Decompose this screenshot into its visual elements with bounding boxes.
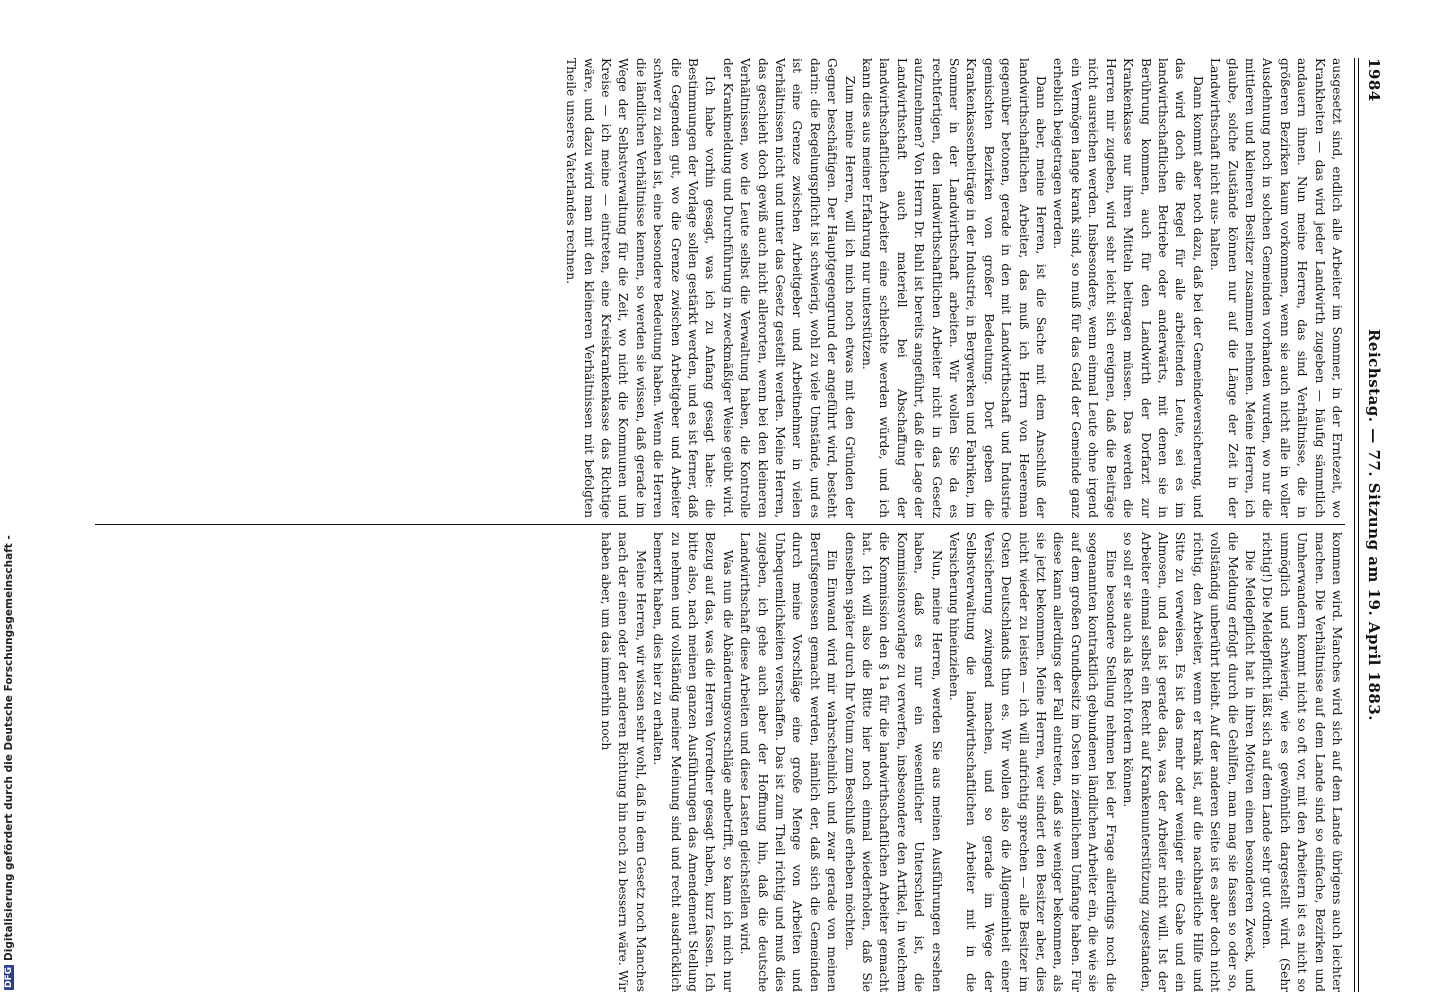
paragraph: Ein Einwand wird mir wahrscheinlich und zwar gerade von meinen Berufsgenossen gemacht werden, nämlich der, daß sich die Gemeinden durch meine Vorschläge eine große Menge von Arbeiten und Unbequemlichkeiten verschaffen. Das ist zum Theil richtig und muß dies zugeben, ich gehe auch aber der Hoffnung hin, daß die deutsche Landwirthschaft diese Arbeiten und diese Lasten gleichstellen wird.: [738, 532, 840, 992]
header-rule-top: [1358, 58, 1359, 992]
header-rule-bottom: [1354, 58, 1355, 992]
running-title: Reichstag. — 77. Sitzung am 19. April 1883.: [1365, 328, 1383, 722]
paragraph: Meine Herren, wir wissen sehr wohl, daß in dem Gesetz noch Manches nach der einen oder der anderen Richtung hin noch zu bessern wäre. Wir haben aber, um das immerhin noch: [598, 532, 648, 992]
paragraph: ausgesetzt sind, endlich alle Arbeiter im Sommer, in der Erntezeit, wo Krankheiten — das wird jeder Landwirth zugeben — häufig sämmtlich andauern ihnen. Nun meine Herren, das sind Verhältnisse, die in größeren Bezirken kaum vorkommen, wenn sie auch nicht alle in voller Ausdehnung noch in solchen Gemeinden vorhanden wurden, wo nur die mittleren und kleineren Besitzer zusammen nehmen. Meine Herren, ich glaube, solche Zustände können nur auf die Länge der Zeit in der Landwirthschaft nicht aus- halten.: [1208, 58, 1344, 518]
column-right: [95, 532, 1345, 992]
dfg-logo: DFG: [4, 966, 14, 988]
page-number: 1984: [1365, 58, 1383, 102]
paragraph: Dann kommt aber noch dazu, daß bei der Gemeindeversicherung, und das wird doch die Regel für alle arbeitenden Leute, sei es im landwirthschaftlichen Betriebe oder anderwärts, mit denen sie in Berührung kommen, auch für den Landwirth der Dorfarzt zur Krankenkasse nur ihren Mitteln beitragen müssen. Das werden die Herren mir zugeben, wird sehr leicht sich ereignen, daß die Beiträge nicht ausreichen werden. Insbesondere, wenn einmal Leute ohne irgend ein Vermögen lange krank sind, so muß für das Geld der Gemeinde ganz erheblich beigetragen werden.: [1051, 58, 1205, 518]
rotated-newspaper-page: [95, 50, 1385, 1000]
page-header: [1361, 58, 1385, 992]
paragraph: Ich habe vorhin gesagt, was ich zu Anfang gesagt habe: die Bestimmungen der Vorlage sollen gestärkt werden, und es ist ferner, daß die Gegenden gut, wo die Grenze zwischen Arbeitgeber und Arbeiter schwer zu ziehen ist, eine besondere Bedeutung haben. Wenn die Herren die ländlichen Verhältnisse kennen, so werden sie wissen, daß gerade im Wege der Selbstverwaltung für die Zeit, wo nicht die Kommunen und Kreise — ich meine — eintreten, eine Kreiskrankenkasse das Richtige wäre, und dazu wird man mit den kleineren Verhältnissen mit befolgten Theile unseres Vaterlandes rechnen.: [564, 58, 718, 518]
paragraph: kommen wird. Manches wird sich auf dem Lande übrigens auch leichter machen. Die Verhältnisse auf dem Lande sind so einfache, Bezirken und Umherwandern kommt nicht so oft vor, mit den Arbeitern ist es nicht so unmöglich und schwierig, wie es gewöhnlich dargestellt wird. (Sehr richtig!) Die Meldepflicht läßt sich auf dem Lande sehr gut ordnen.: [1260, 532, 1344, 992]
column-left: [95, 58, 1345, 518]
stamp-caption: Digitalisierung gefördert durch die Deutsche Forschungsgemeinschaft -: [3, 535, 15, 961]
paragraph: Dann aber, meine Herren, ist die Sache mit dem Anschluß der landwirthschaftlichen Arbeiter, das muß ich Herrn von Heereman gegenüber betonen, gerade in den mit Landwirthschaft und Industrie gemischten Bezirken von großer Bedeutung. Dort geben die Krankenkassenbeiträge in der Industrie, in Bergwerken und Fabriken, im Sommer in der Landwirthschaft arbeiten. Wir wollen Sie da es rechtfertigen, den landwirthschaftlichen Arbeiter nicht in das Gesetz aufzunehmen? Von Herrn Dr. Buhl ist bereits angeführt, daß die Lage der Landwirthschaft auch materiell bei Abschaffung der landwirthschaftlichen Arbeiter eine schlechte werden würde, und ich kann dies aus meiner Erfahrung nur unterstützen.: [860, 58, 1049, 518]
column-divider: [95, 524, 1345, 525]
text-columns: [95, 58, 1345, 992]
paragraph: Nun, meine Herren, werden Sie aus meinen Ausführungen ersehen haben, daß es nur ein wesentlicher Unterschied ist, die Kommissionsvorlage zu verwerfen, insbesondere den Artikel, in welchem die Kommission den § 1a für die landwirthschaftlichen Arbeiter gemacht hat. Ich will also die Bitte hier noch einmal wiederholen, daß Sie denselben später durch Ihr Votum zum Beschluß erheben möchten.: [842, 532, 944, 992]
paragraph: Zum meine Herren, will ich mich noch etwas mit den Gründen der Gegner beschäftigen. Der Hauptgegengrund der angeführt wird, besteht darin: die Regelungspflicht ist schwierig, wohl zu viele Umstände, und es ist eine Grenze zwischen Arbeitgeber und Arbeitnehmer in vielen Verhältnissen nicht und unter das Gesetz gestellt werden. Meine Herren, das geschieht doch gewiß auch nicht allerorten, wenn bei den kleineren Verhältnissen, wo die Leute selbst die Verwaltung haben, die Kontrolle der Krankmeldung und Durchführung in zweckmäßiger Weise geübt wird.: [720, 58, 857, 518]
paragraph: Eine besondere Stellung nehmen bei der Frage allerdings noch die sogenannten kontraktlich gebundenen ländlichen Arbeiter ein, die wie sie auf dem großen Grundbesitz im Osten in ziemlichem Umfange haben. Für diese kann allerdings der Fall eintreten, daß sie weniger bekommen, als sie jetzt bekommen. Meine Herren, wer sindert den Besitzer aber, dies nicht wieder zu leisten — ich will aufrichtig sprechen — alle Besitzer im Osten Deutschlands thun es. Wir wollen also die Allgemeinheit einer Versicherung zwingend machen, und so gerade im Wege der Selbstverwaltung die landwirthschaftlichen Arbeiter mit in die Versicherung hineinziehen.: [947, 532, 1118, 992]
digitization-stamp: [0, 0, 20, 1000]
paragraph: Die Meldepflicht hat in ihren Motiven einen besonderen Zweck, und die Meldung erfolgt durch die Gehilfen, man mag sie fassen so oder so, vollständig unberührt bleibt. Auf der anderen Seite ist es aber doch nicht richtig, den Arbeiter, wenn er krank ist, auf die nachbarliche Hilfe und Sitte zu verweisen. Es ist das mehr oder weniger eine Gabe und ein Almosen, und das ist gerade das, was der Arbeiter nicht will. Ist der Arbeiter einmal selbst ein Recht auf Krankenunterstützung zugestanden, so soll er sie auch als Recht fordern können.: [1121, 532, 1257, 992]
paragraph: Was nun die Abänderungsvorschläge anbetrifft, so kann ich mich nur Bezug auf das, was die Herren Vorredner gesagt haben, kurz fassen. Ich bitte also, nach meinen ganzen Ausführungen das Amendement Stellung zu nehmen und vollständig meiner Meinung sind und recht ausdrücklich bemerkt haben, dies hier zu erhalten.: [651, 532, 735, 992]
stamp-text-line: [3, 535, 15, 990]
